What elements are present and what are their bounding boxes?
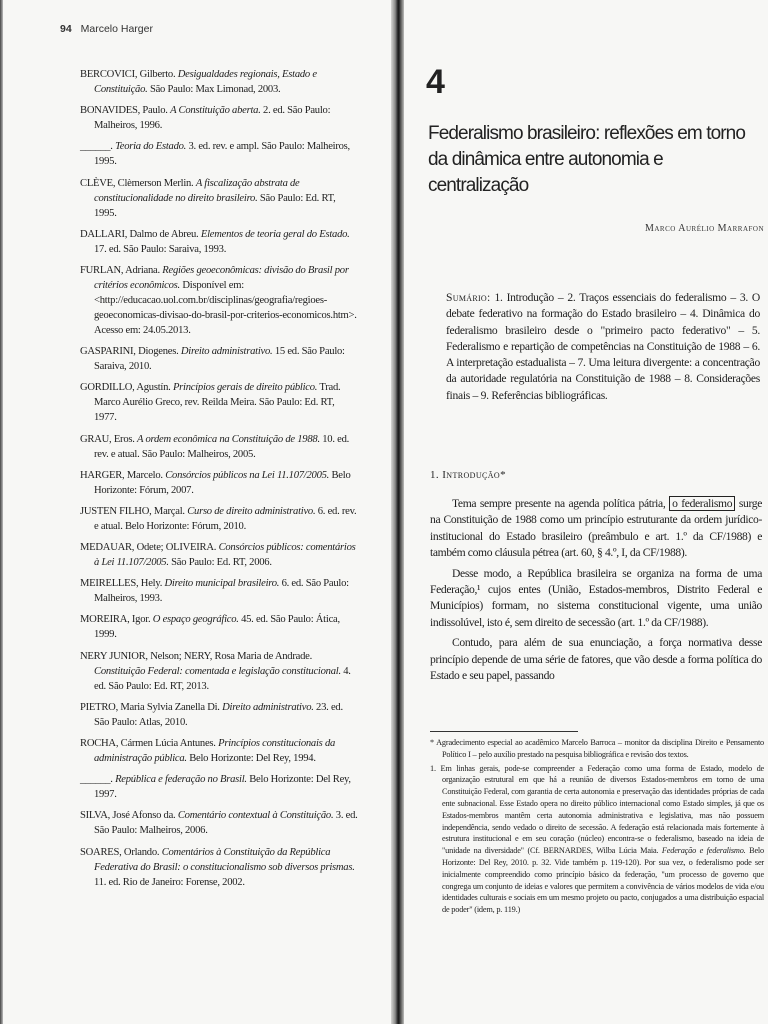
reference-author: PIETRO, Maria Sylvia Zanella Di. [80,701,223,713]
footnote-1-title: Federação e federalismo. [661,846,746,856]
reference-author: BERCOVICI, Gilberto. [80,69,178,80]
reference-item [80,736,358,766]
footnote-star: * Agradecimento especial ao acadêmico Marcelo Barroca – monitor da disciplina Direito e Pensamento Político I – pelo auxílio prestado na pesquisa bibliográfica e revisão dos textos. [430,738,764,759]
summary-text: 1. Introdução – 2. Traços essenciais do federalismo – 3. O debate federativo na formação do Estado brasileiro – 4. Dinâmica do federalismo brasileiro desde o "primeiro pacto federativo" – 5. Federalismo e repartição de competências na Constituição de 1988 – 6. A interpretação estadualista – 7. Uma leitura divergente: a concentração da autoridade regulatória na Constituição de 1988 – 8. Considerações finais – 9. Referências bibliográficas. [446,291,760,402]
reference-details: 10. ed. rev. e atual. São Paulo: Malheiros, 2005. [94,433,350,460]
reference-details: Trad. Marco Aurélio Greco, rev. Reilda Meira. São Paulo: Ed. RT, 1977. [94,382,341,424]
reference-title: Curso de direito administrativo. [187,505,316,517]
reference-author: FURLAN, Adriana. [80,264,163,276]
reference-title: Comentários à Constituição da República Federativa do Brasil: o constitucionalismo sob diversos prismas. [94,846,355,873]
reference-item [80,540,358,570]
reference-item [80,227,358,257]
page-edge-shadow [0,0,3,1024]
reference-author: CLÈVE, Clèmerson Merlin. [80,177,196,189]
reference-details: 23. ed. São Paulo: Atlas, 2010. [94,701,343,728]
reference-title: Elementos de teoria geral do Estado. [200,228,350,240]
reference-title: Princípios gerais de direito público. [172,382,318,394]
reference-title: A ordem econômica na Constituição de 1988. [137,433,320,445]
reference-author: DALLARI, Dalmo de Abreu. [80,228,201,240]
right-page [404,0,768,1024]
reference-author: MOREIRA, Igor. [80,614,153,626]
reference-item [80,468,358,498]
reference-author: BONAVIDES, Paulo. [80,105,171,117]
paragraph [430,496,762,562]
reference-author: MEDAUAR, Odete; OLIVEIRA. [80,542,219,554]
reference-title: Desigualdades regionais, Estado e Constituição. [94,69,317,95]
reference-item [80,700,358,730]
reference-item [80,772,358,802]
reference-details: 3. ed. rev. e ampl. São Paulo: Malheiros, 1995. [94,141,350,168]
reference-author: ROCHA, Cármen Lúcia Antunes. [80,738,219,749]
reference-item [80,344,358,374]
reference-author: GORDILLO, Agustín. [80,382,173,394]
reference-title: A fiscalização abstrata de constitucionalidade no direito brasileiro. [94,177,300,204]
reference-item [80,263,358,338]
reference-details: Belo Horizonte: Del Rey, 1997. [94,774,351,801]
reference-author: GRAU, Eros. [80,433,138,445]
reference-item [80,139,358,169]
book-gutter [391,0,405,1024]
reference-details: 17. ed. São Paulo: Saraiva, 1993. [94,243,227,255]
reference-item [80,576,358,606]
paragraph-1-start: Tema sempre presente na agenda política pátria, [452,497,670,510]
paragraph: Contudo, para além de sua enunciação, a força normativa desse princípio depende de uma série de fatores, que vão desde a forma política do Estado e seu papel, passando [430,636,762,683]
reference-details: São Paulo: Max Limonad, 2003. [147,84,281,95]
body-text [430,496,762,688]
reference-details: 6. ed. rev. e atual. Belo Horizonte: Fórum, 2010. [94,505,357,532]
reference-author: ______. [80,774,116,786]
reference-title: República e federação no Brasil. [115,774,247,786]
chapter-number: 4 [426,63,445,101]
reference-author: HARGER, Marcelo. [80,469,166,481]
reference-details: 6. ed. São Paulo: Malheiros, 1993. [94,578,349,605]
paragraph-1-end: surge na Constituição de 1988 como um princípio estruturante da ordem jurídico-institucional do Estado brasileiro (preâmbulo e art. 1.º da CF/1988) e também como cláusula pétrea (art. 60, § 4.º, I, da CF/1988). [430,497,762,560]
reference-list [80,67,358,896]
page-number: 94 [60,23,72,35]
reference-title: Constituição Federal: comentada e legislação constitucional. [94,665,341,677]
reference-item [80,612,358,642]
reference-details: Disponível em: <http://educacao.uol.com.br/disciplinas/geografia/regioes-geoeconomicas-divisao-do-brasil-por-criterios-economicos.htm>. Acesso em: 24.05.2013. [94,279,357,336]
chapter-author: Marco Aurélio Marrafon [644,223,764,234]
reference-item [80,103,358,133]
reference-details: 4. ed. São Paulo: Ed. RT, 2013. [94,665,351,692]
reference-title: Teoria do Estado. [115,141,187,153]
reference-item [80,380,358,425]
reference-author: SILVA, José Afonso da. [80,810,178,822]
reference-author: ______. [80,141,116,153]
reference-item [80,504,358,534]
reference-details: Belo Horizonte: Fórum, 2007. [94,469,351,496]
running-head [60,23,153,35]
reference-author: GASPARINI, Diogenes. [80,346,181,358]
section-heading: 1. Introdução* [430,469,506,481]
reference-item [80,67,358,97]
reference-item [80,845,358,890]
reference-author: JUSTEN FILHO, Marçal. [80,505,188,517]
reference-details: 11. ed. Rio de Janeiro: Forense, 2002. [94,876,245,888]
summary-label: Sumário: [446,291,491,304]
reference-item [80,176,358,221]
reference-details: Belo Horizonte: Del Rey, 1994. [186,753,316,764]
reference-title: Comentário contextual à Constituição. [177,810,334,822]
reference-title: O espaço geográfico. [152,614,239,626]
footnotes [430,737,764,918]
footnote-1 [430,763,764,916]
reference-item [80,649,358,694]
reference-details: São Paulo: Ed. RT, 2006. [168,557,272,569]
reference-title: Regiões geoeconômicas: divisão do Brasil por critérios econômicos. [94,264,349,291]
reference-title: Consórcios públicos na Lei 11.107/2005. [165,469,330,481]
reference-author: SOARES, Orlando. [80,846,162,858]
boxed-term: o federalismo [669,496,735,511]
footnote-1-rest: Belo Horizonte: Del Rey, 2010. p. 32. Vide também p. 119-120). Por sua vez, o federalismo pode ser inicialmente compreendido como princípio básico da federação, "um processo de governo que congrega um conjunto de ideias e valores que permitem a convivência de vários modelos de vida e/ou identidades culturais e sociais em um mesmo projeto ou pacto, conjugados a uma distribuição espacial de poder" (idem, p. 119.) [442,846,764,915]
reference-author: NERY JUNIOR, Nelson; NERY, Rosa Maria de Andrade. [80,650,312,662]
footnote-rule [430,731,578,732]
reference-title: Direito administrativo. [180,346,273,358]
paragraph: Desse modo, a República brasileira se organiza na forma de uma Federação,¹ cujos entes (União, Estados-membros, Distrito Federal e Municípios) formam, no sistema constitucional vigente, uma união indissolúvel, isto é, sem direito de secessão (art. 1.º da CF/1988). [430,566,762,629]
reference-title: A Constituição aberta. [170,105,261,117]
reference-details: 45. ed. São Paulo: Ática, 1999. [94,614,340,641]
reference-title: Direito municipal brasileiro. [164,578,280,590]
reference-author: MEIRELLES, Hely. [80,578,165,590]
reference-item [80,432,358,462]
running-head-author: Marcelo Harger [80,23,153,35]
reference-details: 15 ed. São Paulo: Saraiva, 2010. [94,346,345,373]
reference-title: Consórcios públicos: comentários à Lei 11.107/2005. [94,542,356,569]
reference-details: 3. ed. São Paulo: Malheiros, 2006. [94,810,358,837]
footnote-1-text: 1. Em linhas gerais, pode-se compreender a Federação como uma forma de Estado, modelo de organização estrutural em que há a reunião de diversos Estados-membros em torno de uma Constituição Federal, com garantia de certa autonomia e preservação das identidades próprias de cada ente subnacional. Esse Estado opera no direito público internacional como Estado simples, já que os Estados-membros mantêm certa autonomia administrativa e legislativa, mas não possuem independência, sendo vedado o direito de secessão. A federação está relacionada mais fortemente à estrutura institucional e em seu coração (núcleo) encontra-se o federalismo, baseado na ideia de "unidade na diversidade" (Cf. BERNARDES, Wilba Lúcia Maia. [430,763,764,856]
reference-details: 2. ed. São Paulo: Malheiros, 1996. [94,105,331,132]
chapter-summary [446,290,760,404]
chapter-title: Federalismo brasileiro: reflexões em torno da dinâmica entre autonomia e centralização [428,123,746,196]
reference-item [80,808,358,838]
reference-title: Princípios constitucionais da administração pública. [94,738,336,764]
reference-details: São Paulo: Ed. RT, 1995. [94,192,336,219]
reference-title: Direito administrativo. [222,701,314,713]
